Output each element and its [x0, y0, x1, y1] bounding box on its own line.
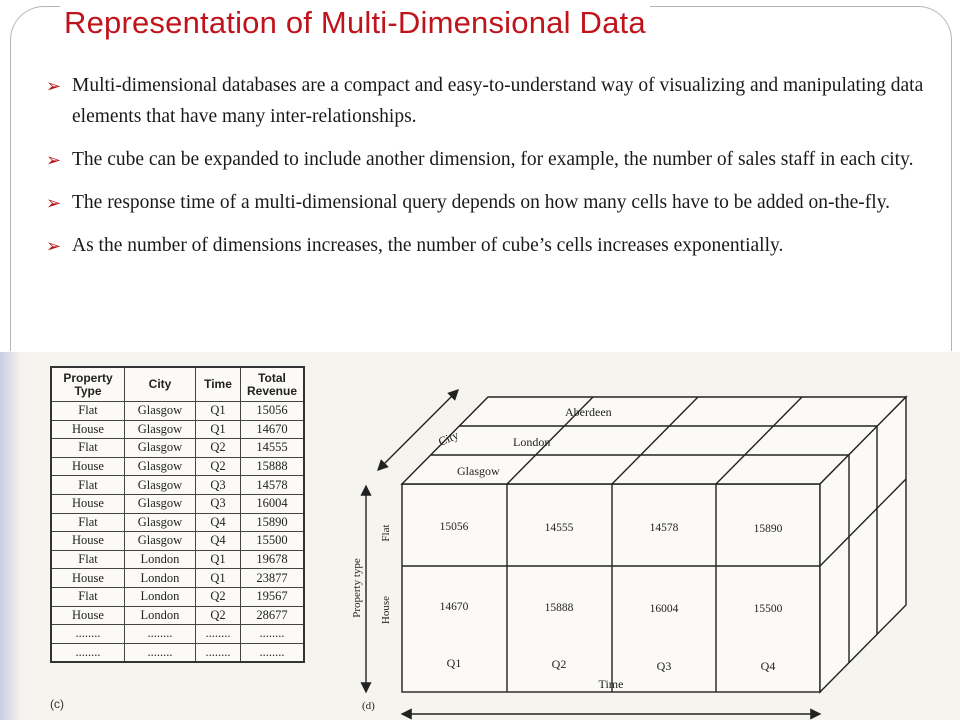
- cell-house-q3: 16004: [649, 603, 679, 615]
- bullet-text: As the number of dimensions increases, the number of cube’s cells increases exponentially.: [72, 235, 784, 256]
- bullet-item: [46, 230, 936, 261]
- cell-city: London: [125, 550, 196, 569]
- bullet-text: The response time of a multi-dimensional query depends on how many cells have to be added on-the-fly.: [72, 192, 891, 213]
- cell-property-type: Flat: [51, 476, 125, 495]
- table-row: [51, 587, 304, 606]
- header-property-type: Property Type: [51, 367, 125, 402]
- cell-time: Q3: [196, 494, 241, 513]
- cell-flat-q4: 15890: [753, 523, 783, 535]
- cell-flat-q1: 15056: [439, 521, 469, 533]
- cell-flat-q2: 14555: [544, 522, 574, 534]
- cell-city: London: [125, 569, 196, 588]
- table-row: [51, 532, 304, 551]
- cell-city: ........: [125, 643, 196, 662]
- bullet-list: [46, 70, 936, 273]
- cell-property-type: House: [51, 532, 125, 551]
- property-label-house: House: [380, 595, 392, 625]
- cell-time: Q1: [196, 420, 241, 439]
- cell-total-revenue: 16004: [241, 494, 305, 513]
- cell-property-type: Flat: [51, 439, 125, 458]
- cell-property-type: Flat: [51, 587, 125, 606]
- cell-house-q1: 14670: [439, 601, 469, 613]
- property-axis-label: Property type: [351, 558, 363, 618]
- cell-total-revenue: 14555: [241, 439, 305, 458]
- cell-property-type: House: [51, 457, 125, 476]
- table-row: [51, 457, 304, 476]
- cell-city: Glasgow: [125, 402, 196, 421]
- cell-city: London: [125, 587, 196, 606]
- quarter-label-q1: Q1: [446, 656, 462, 670]
- arrow-bullet-icon: ➢: [46, 76, 62, 96]
- city-axis-label: City: [436, 427, 461, 449]
- property-label-flat: Flat: [380, 524, 392, 542]
- cell-total-revenue: 14670: [241, 420, 305, 439]
- table-row: [51, 625, 304, 644]
- cell-time: Q2: [196, 457, 241, 476]
- table-row: [51, 550, 304, 569]
- cell-total-revenue: 15056: [241, 402, 305, 421]
- cell-city: Glasgow: [125, 532, 196, 551]
- arrow-bullet-icon: ➢: [46, 236, 62, 256]
- cell-total-revenue: ........: [241, 643, 305, 662]
- city-label-london: London: [513, 435, 551, 449]
- bullet-item: [46, 70, 936, 132]
- table-row: [51, 513, 304, 532]
- bullet-text: The cube can be expanded to include another dimension, for example, the number of sales staff in each city.: [72, 149, 914, 170]
- cell-time: Q1: [196, 550, 241, 569]
- cell-property-type: ........: [51, 643, 125, 662]
- cell-time: Q2: [196, 587, 241, 606]
- cell-total-revenue: 15500: [241, 532, 305, 551]
- cell-time: ........: [196, 643, 241, 662]
- table-caption: (c): [50, 697, 64, 711]
- data-cube-diagram: [340, 352, 960, 720]
- city-label-glasgow: Glasgow: [457, 464, 500, 478]
- cell-property-type: House: [51, 494, 125, 513]
- scan-edge-shadow: [0, 352, 22, 720]
- time-axis-label: Time: [598, 677, 624, 691]
- cell-property-type: Flat: [51, 402, 125, 421]
- cell-property-type: ........: [51, 625, 125, 644]
- cell-total-revenue: 15890: [241, 513, 305, 532]
- cube-front-face: [402, 484, 820, 692]
- cell-time: Q4: [196, 513, 241, 532]
- table-row: [51, 643, 304, 662]
- cell-city: London: [125, 606, 196, 625]
- cell-time: Q2: [196, 606, 241, 625]
- cell-total-revenue: 14578: [241, 476, 305, 495]
- table-row: [51, 569, 304, 588]
- revenue-table: [50, 366, 305, 663]
- cell-flat-q3: 14578: [649, 522, 679, 534]
- cell-property-type: Flat: [51, 513, 125, 532]
- table-row: [51, 476, 304, 495]
- cell-total-revenue: 19678: [241, 550, 305, 569]
- bullet-text: Multi-dimensional databases are a compact and easy-to-understand way of visualizing and manipulating data elements that have many inter-relationships.: [72, 75, 924, 127]
- cube-caption: (d): [362, 700, 375, 712]
- header-time: Time: [196, 367, 241, 402]
- table-row: [51, 606, 304, 625]
- cell-total-revenue: 15888: [241, 457, 305, 476]
- cell-city: Glasgow: [125, 439, 196, 458]
- cell-city: ........: [125, 625, 196, 644]
- cell-total-revenue: 23877: [241, 569, 305, 588]
- quarter-label-q3: Q3: [656, 659, 672, 673]
- table-row: [51, 439, 304, 458]
- cell-total-revenue: ........: [241, 625, 305, 644]
- cell-house-q4: 15500: [753, 603, 783, 615]
- slide-title: Representation of Multi-Dimensional Data: [60, 5, 650, 41]
- cell-city: Glasgow: [125, 476, 196, 495]
- cell-time: Q3: [196, 476, 241, 495]
- cell-property-type: Flat: [51, 550, 125, 569]
- header-city: City: [125, 367, 196, 402]
- cell-property-type: House: [51, 569, 125, 588]
- bullet-item: [46, 187, 936, 218]
- cell-total-revenue: 28677: [241, 606, 305, 625]
- revenue-table-body: [51, 402, 304, 663]
- arrow-bullet-icon: ➢: [46, 193, 62, 213]
- city-label-aberdeen: Aberdeen: [565, 405, 612, 419]
- cell-city: Glasgow: [125, 513, 196, 532]
- table-row: [51, 402, 304, 421]
- cell-time: Q1: [196, 402, 241, 421]
- table-row: [51, 494, 304, 513]
- cell-time: Q4: [196, 532, 241, 551]
- cell-total-revenue: 19567: [241, 587, 305, 606]
- cell-time: Q2: [196, 439, 241, 458]
- quarter-label-q4: Q4: [760, 659, 776, 673]
- table-row: [51, 420, 304, 439]
- cell-property-type: House: [51, 420, 125, 439]
- cell-house-q2: 15888: [544, 602, 574, 614]
- cell-property-type: House: [51, 606, 125, 625]
- arrow-bullet-icon: ➢: [46, 150, 62, 170]
- cell-city: Glasgow: [125, 494, 196, 513]
- bullet-item: [46, 144, 936, 175]
- cell-time: ........: [196, 625, 241, 644]
- cell-city: Glasgow: [125, 457, 196, 476]
- table-header-row: [51, 367, 304, 402]
- quarter-label-q2: Q2: [551, 657, 567, 671]
- header-total-revenue: Total Revenue: [241, 367, 305, 402]
- cell-time: Q1: [196, 569, 241, 588]
- cell-city: Glasgow: [125, 420, 196, 439]
